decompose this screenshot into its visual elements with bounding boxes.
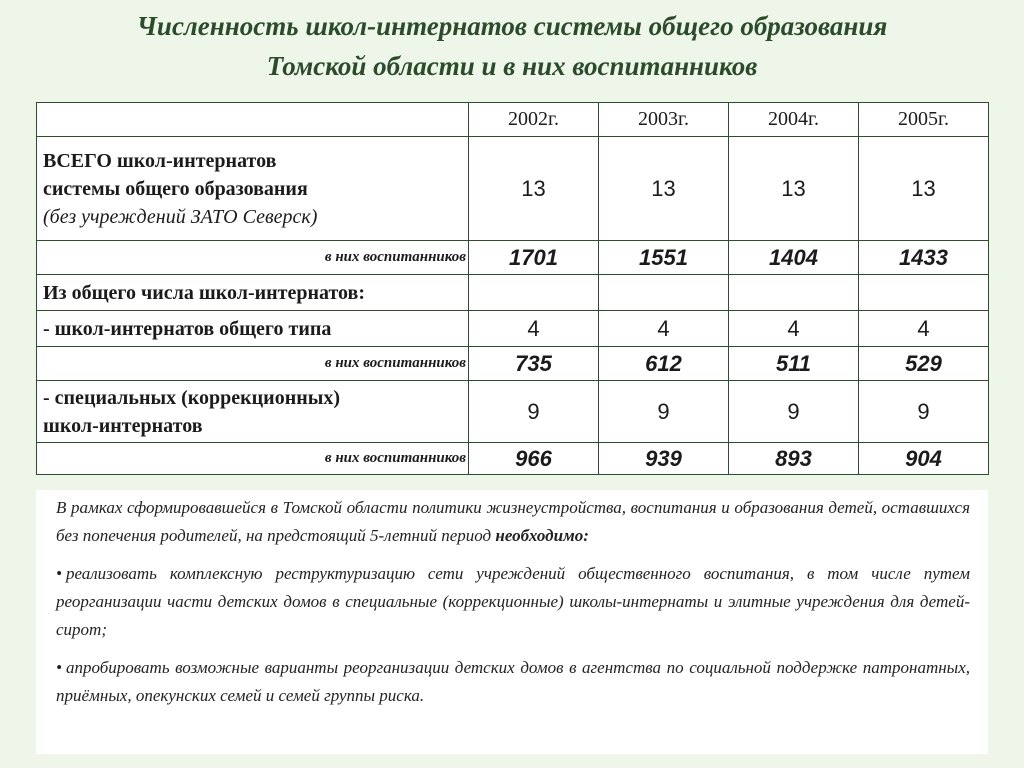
table-cell: 893 [729,443,859,475]
table-cell [729,275,859,311]
table-cell: 529 [859,347,989,381]
title-line-2: Томской области и в них воспитанников [266,51,758,81]
row-label: Из общего числа школ-интернатов: [37,275,469,311]
notes-bullet [56,560,970,644]
table-cell: 966 [469,443,599,475]
header-empty-cell [37,103,469,137]
notes-box [36,490,988,754]
table-cell: 13 [729,137,859,241]
table-row [37,381,989,443]
table-cell: 9 [469,381,599,443]
header-row [37,103,989,137]
table-cell: 4 [469,311,599,347]
table-cell: 1701 [469,241,599,275]
row-label: в них воспитанников [37,347,469,381]
table-cell: 9 [729,381,859,443]
table-cell: 1551 [599,241,729,275]
row-label-line: школ-интернатов [43,414,203,437]
data-table [36,102,989,475]
table-cell: 1433 [859,241,989,275]
table-cell: 4 [859,311,989,347]
header-year: 2003г. [599,103,729,137]
table-cell [599,275,729,311]
row-label: в них воспитанников [37,241,469,275]
row-label-line: ВСЕГО школ-интернатов [43,149,277,172]
notes-bullet-text: апробировать возможные варианты реорганизации детских домов в агентства по социальной поддержке патронатных, приёмных, опекунских семей и семей группы риска. [56,658,970,705]
page-title [0,6,1024,86]
table-row [37,275,989,311]
table-cell: 9 [859,381,989,443]
table-row [37,241,989,275]
bullet-icon: • [56,658,62,677]
notes-intro-strong: необходимо: [495,526,589,545]
row-label-note: (без учреждений ЗАТО Северск) [43,205,318,228]
table-cell [859,275,989,311]
table-cell: 4 [729,311,859,347]
table-cell: 13 [859,137,989,241]
row-label-line: - специальных (коррекционных) [43,386,341,409]
table-row [37,347,989,381]
table-cell: 735 [469,347,599,381]
table-cell: 13 [469,137,599,241]
table-row [37,311,989,347]
header-year: 2004г. [729,103,859,137]
notes-intro-text: В рамках сформировавшейся в Томской области политики жизнеустройства, воспитания и образования детей, оставшихся без попечения родителей, на предстоящий 5-летний период [56,498,970,545]
header-year: 2005г. [859,103,989,137]
notes-bullet [56,654,970,710]
table-cell: 904 [859,443,989,475]
notes-bullet-text: реализовать комплексную реструктуризацию сети учреждений общественного воспитания, в том числе путем реорганизации части детских домов в специальные (коррекционные) школы-интернаты и элитные учреждения для детей-сирот; [56,564,970,639]
row-label [37,137,469,241]
table-row [37,443,989,475]
table-cell: 1404 [729,241,859,275]
table-cell [469,275,599,311]
row-label: - школ-интернатов общего типа [37,311,469,347]
table-cell: 939 [599,443,729,475]
table-cell: 511 [729,347,859,381]
table-row [37,137,989,241]
row-label: в них воспитанников [37,443,469,475]
table-cell: 4 [599,311,729,347]
row-label-line: системы общего образования [43,177,308,200]
notes-intro [56,494,970,550]
title-line-1: Численность школ-интернатов системы общего образования [136,11,888,41]
row-label [37,381,469,443]
table-cell: 612 [599,347,729,381]
table-cell: 9 [599,381,729,443]
bullet-icon: • [56,564,62,583]
header-year: 2002г. [469,103,599,137]
table-cell: 13 [599,137,729,241]
